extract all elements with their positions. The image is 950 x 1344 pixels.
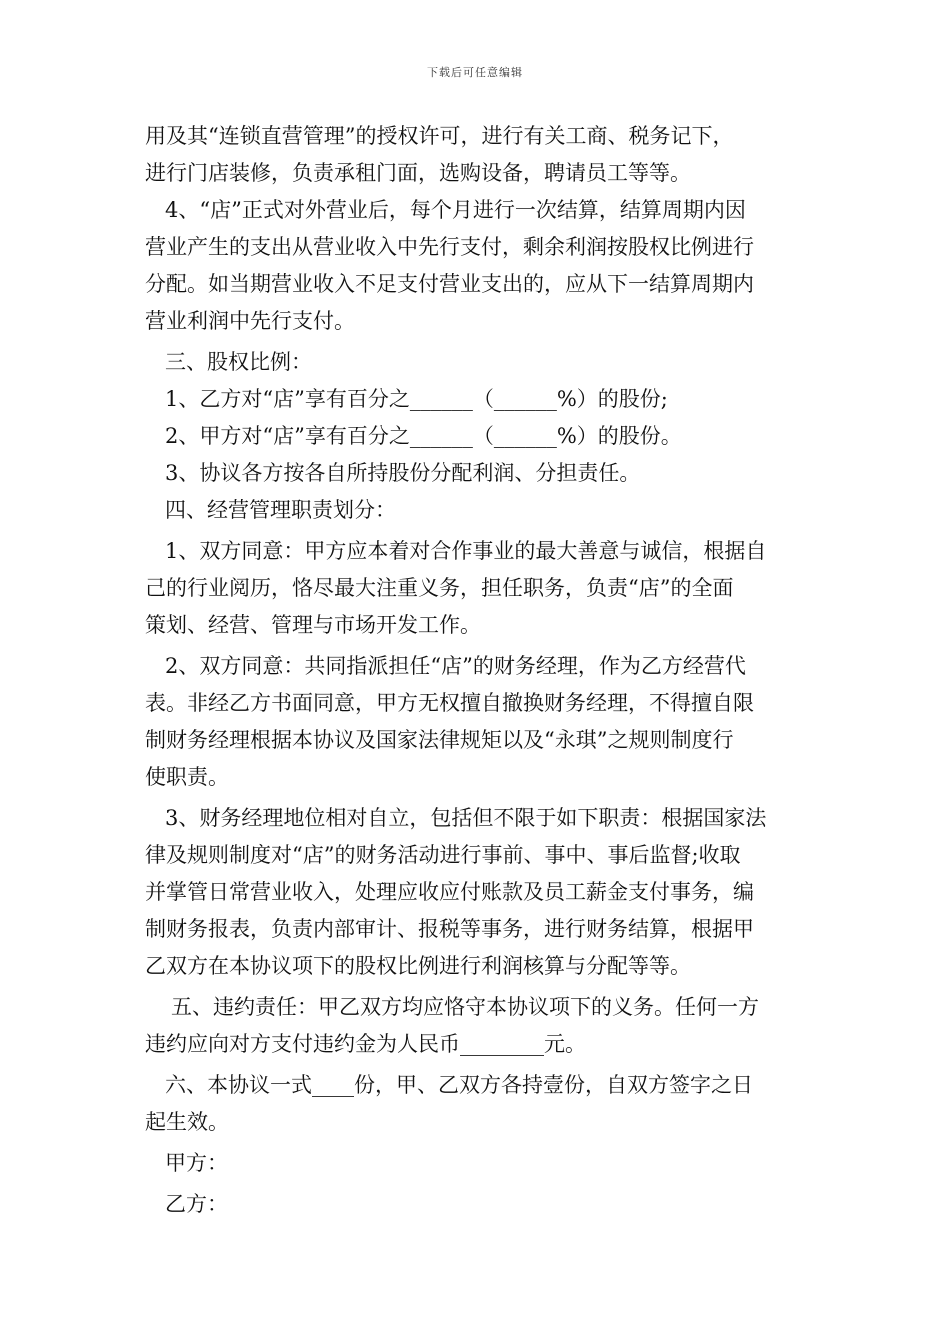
document-line: 1、乙方对“店”享有百分之______（______%）的股份; (165, 387, 668, 411)
document-line: 使职责。 (145, 765, 229, 789)
document-line: 起生效。 (145, 1110, 229, 1134)
document-line: 三、股权比例： (165, 350, 312, 374)
document-line: 甲方： (165, 1151, 228, 1175)
document-line: 营业产生的支出从营业收入中先行支付，剩余利润按股权比例进行 (145, 235, 754, 259)
document-line: 用及其“连锁直营管理”的授权许可，进行有关工商、税务记下， (145, 124, 734, 148)
document-line: 3、财务经理地位相对自立，包括但不限于如下职责：根据国家法 (165, 806, 767, 830)
document-line: 制财务报表，负责内部审计、报税等事务，进行财务结算，根据甲 (145, 917, 754, 941)
document-line: 1、双方同意：甲方应本着对合作事业的最大善意与诚信，根据自 (165, 539, 767, 563)
page-header: 下载后可任意编辑 (427, 66, 523, 79)
document-line: 六、本协议一式____份，甲、乙双方各持壹份，自双方签字之日 (165, 1073, 753, 1097)
document-body (145, 118, 810, 1223)
document-line: 乙方： (165, 1192, 228, 1216)
document-line: 分配。如当期营业收入不足支付营业支出的，应从下一结算周期内 (145, 272, 754, 296)
document-line: 策划、经营、管理与市场开发工作。 (145, 613, 481, 637)
document-line: 2、甲方对“店”享有百分之______（______%）的股份。 (165, 424, 682, 448)
document-line: 并掌管日常营业收入，处理应收应付账款及员工薪金支付事务，编 (145, 880, 754, 904)
document-line: 营业利润中先行支付。 (145, 309, 355, 333)
document-line: 律及规则制度对“店”的财务活动进行事前、事中、事后监督;收取 (145, 843, 741, 867)
document-line: 4、“店”正式对外营业后，每个月进行一次结算，结算周期内因 (165, 198, 746, 222)
document-line: 己的行业阅历，恪尽最大注重义务，担任职务，负责“店”的全面 (145, 576, 734, 600)
document-line: 违约应向对方支付违约金为人民币________元。 (145, 1032, 586, 1056)
document-line: 3、协议各方按各自所持股份分配利润、分担责任。 (165, 461, 641, 485)
document-line: 五、违约责任：甲乙双方均应恪守本协议项下的义务。任何一方 (171, 995, 759, 1019)
document-line: 乙双方在本协议项下的股权比例进行利润核算与分配等等。 (145, 954, 691, 978)
document-line: 制财务经理根据本协议及国家法律规矩以及“永琪”之规则制度行 (145, 728, 734, 752)
document-line: 表。非经乙方书面同意，甲方无权擅自撤换财务经理，不得擅自限 (145, 691, 754, 715)
document-line: 进行门店装修，负责承租门面，选购设备，聘请员工等等。 (145, 161, 691, 185)
document-line: 2、双方同意：共同指派担任“店”的财务经理，作为乙方经营代 (165, 654, 746, 678)
document-line: 四、经营管理职责划分： (165, 498, 396, 522)
